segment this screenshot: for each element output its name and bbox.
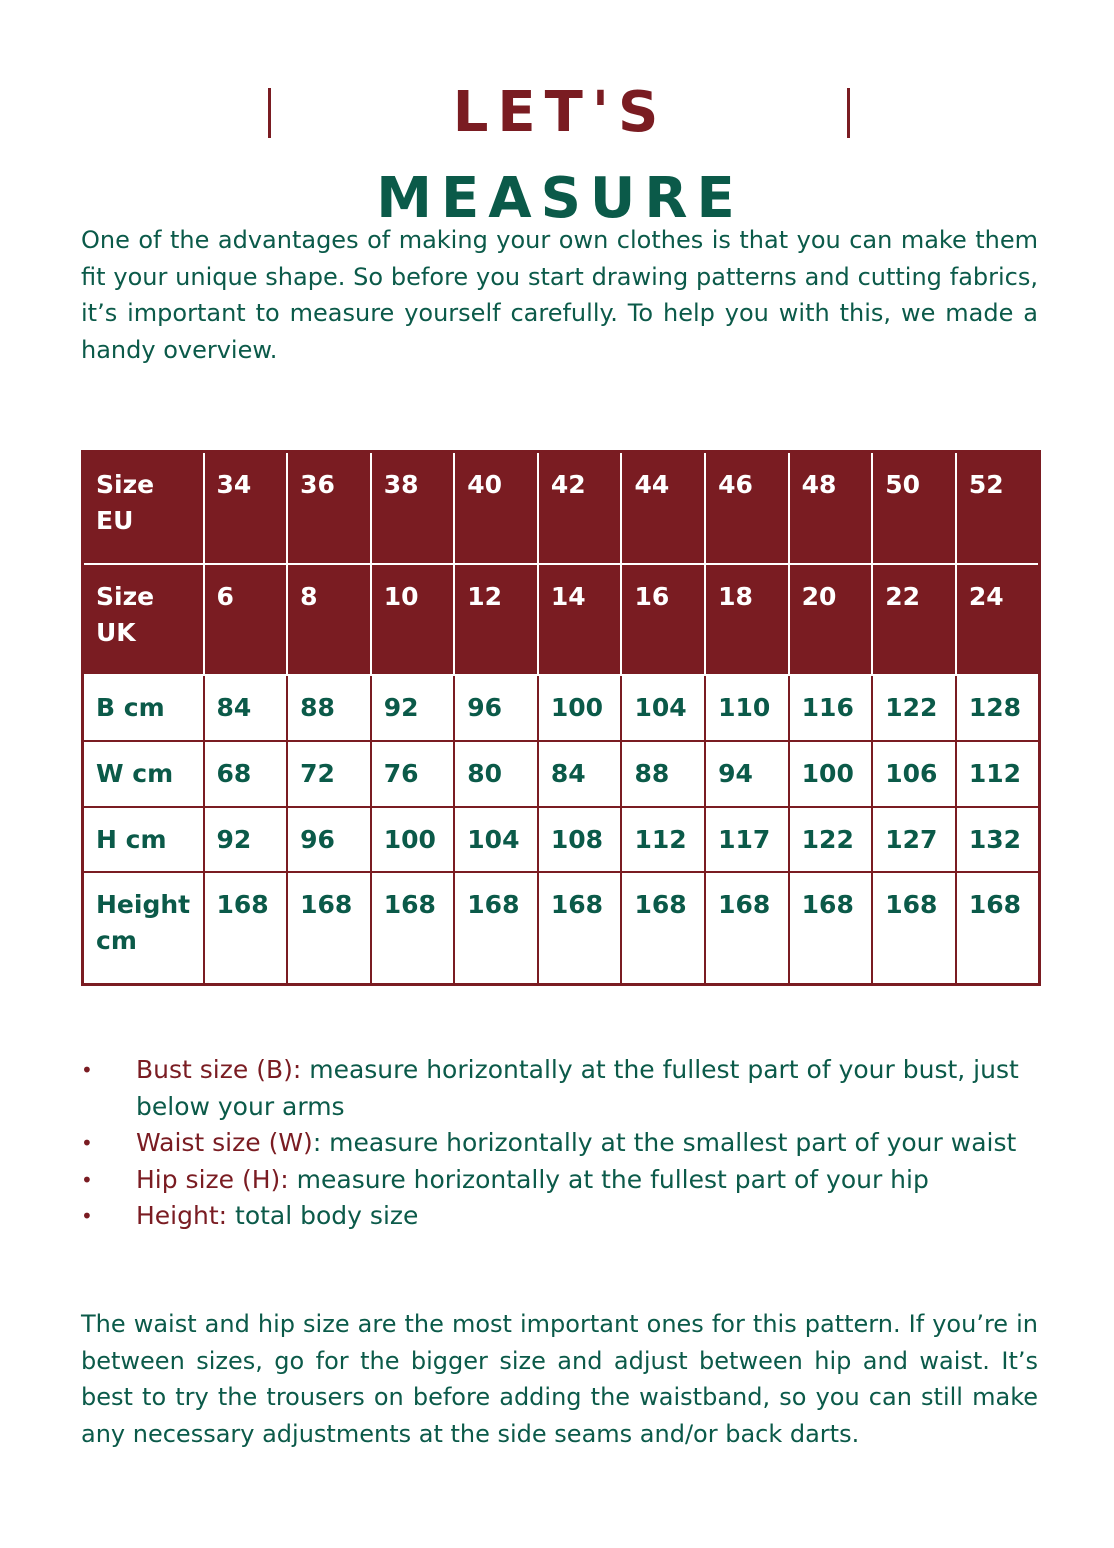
table-cell: 106 xyxy=(872,741,956,807)
table-cell: 42 xyxy=(538,452,622,564)
definition-term: Waist size (W) xyxy=(136,1128,313,1157)
table-cell: 84 xyxy=(538,741,622,807)
bullet-icon: • xyxy=(81,1204,93,1228)
table-cell: 18 xyxy=(705,564,789,675)
table-cell: 96 xyxy=(454,675,538,741)
bullet-icon: • xyxy=(81,1167,93,1192)
table-cell: 40 xyxy=(454,452,538,564)
table-cell: 112 xyxy=(956,741,1040,807)
hip-row xyxy=(83,807,1040,873)
table-cell: 108 xyxy=(538,807,622,873)
table-cell: 168 xyxy=(371,872,455,984)
table-cell: 34 xyxy=(204,452,288,564)
bullet-icon: • xyxy=(81,1058,93,1082)
definition-text: measure horizontally at the fullest part of your hip xyxy=(288,1164,929,1194)
title-part-lets: LET'S xyxy=(452,80,668,145)
table-cell: 94 xyxy=(705,741,789,807)
row-label-line1: B cm xyxy=(96,692,165,722)
table-cell: 100 xyxy=(789,741,873,807)
table-cell: 100 xyxy=(371,807,455,873)
definition-item-bust xyxy=(81,1052,1041,1125)
definition-term: Bust size (B): xyxy=(136,1055,302,1084)
table-cell: 44 xyxy=(621,452,705,564)
table-cell: 22 xyxy=(872,564,956,675)
table-cell: 96 xyxy=(287,807,371,873)
definition-item-waist xyxy=(81,1125,1041,1162)
title-divider-right xyxy=(847,88,850,138)
table-cell: 80 xyxy=(454,741,538,807)
table-cell: 12 xyxy=(454,564,538,675)
definition-item-hip xyxy=(81,1162,1041,1199)
table-cell: 110 xyxy=(705,675,789,741)
table-cell: 168 xyxy=(705,872,789,984)
row-label-line2: EU xyxy=(96,506,134,535)
table-cell: 168 xyxy=(538,872,622,984)
table-cell: 88 xyxy=(621,741,705,807)
definition-term: Hip size (H): xyxy=(136,1164,289,1194)
outro-paragraph: The waist and hip size are the most important ones for this pattern. If you’re in between sizes, go for the bigger size and adjust between hip and waist. It’s best to try the trousers on before adding the waistband, so you can still make any necessary adjustments at the side seams and/or back darts. xyxy=(81,1310,1038,1448)
row-label-line1: Size xyxy=(96,470,155,499)
definition-text: : measure horizontally at the smallest part of your waist xyxy=(312,1128,1017,1157)
table-cell: 68 xyxy=(204,741,288,807)
table-cell: 132 xyxy=(956,807,1040,873)
table-cell: 128 xyxy=(956,675,1040,741)
definition-term: Height: xyxy=(136,1201,228,1230)
table-cell: 38 xyxy=(371,452,455,564)
table-cell: 10 xyxy=(371,564,455,675)
measurement-definitions xyxy=(81,1052,1041,1235)
row-label-line2: UK xyxy=(96,617,136,647)
table-cell: 8 xyxy=(287,564,371,675)
table-cell: 36 xyxy=(287,452,371,564)
intro-paragraph: One of the advantages of making your own clothes is that you can make them fit your unique shape. So before you start drawing patterns and cutting fabrics, it’s important to measure yourself carefully. To help you with this, we made a handy overview. xyxy=(81,226,1038,364)
table-cell: 16 xyxy=(621,564,705,675)
table-cell: 168 xyxy=(204,872,288,984)
definition-text: total body size xyxy=(227,1201,419,1230)
row-label xyxy=(83,675,204,741)
title-part-measure: MEASURE xyxy=(376,166,744,231)
table-cell: 6 xyxy=(204,564,288,675)
table-cell: 14 xyxy=(538,564,622,675)
table-cell: 168 xyxy=(621,872,705,984)
title-divider-left xyxy=(268,88,271,138)
table-cell: 48 xyxy=(789,452,873,564)
size-eu-row xyxy=(83,452,1040,564)
table-cell: 168 xyxy=(454,872,538,984)
table-cell: 46 xyxy=(705,452,789,564)
bullet-icon: • xyxy=(81,1131,93,1155)
row-label xyxy=(83,872,204,984)
table-cell: 117 xyxy=(705,807,789,873)
size-uk-row xyxy=(83,564,1040,675)
waist-row xyxy=(83,741,1040,807)
height-row xyxy=(83,872,1040,984)
row-label-line1: H cm xyxy=(96,824,167,854)
bust-row xyxy=(83,675,1040,741)
row-label xyxy=(83,452,204,564)
table-cell: 168 xyxy=(956,872,1040,984)
table-cell: 168 xyxy=(872,872,956,984)
table-cell: 84 xyxy=(204,675,288,741)
table-cell: 168 xyxy=(789,872,873,984)
row-label-line1: Size xyxy=(96,581,155,611)
table-cell: 50 xyxy=(872,452,956,564)
table-cell: 52 xyxy=(956,452,1040,564)
page-title xyxy=(290,70,830,242)
table-cell: 104 xyxy=(621,675,705,741)
definition-item-height xyxy=(81,1198,1041,1235)
table-cell: 104 xyxy=(454,807,538,873)
row-label-line1: W cm xyxy=(96,758,174,788)
definition-text: measure horizontally at the fullest part of your bust, just below your arms xyxy=(136,1055,1019,1121)
table-cell: 92 xyxy=(371,675,455,741)
table-cell: 122 xyxy=(789,807,873,873)
table-cell: 122 xyxy=(872,675,956,741)
size-chart-table xyxy=(81,450,1041,986)
table-cell: 20 xyxy=(789,564,873,675)
table-cell: 100 xyxy=(538,675,622,741)
table-cell: 72 xyxy=(287,741,371,807)
table-cell: 76 xyxy=(371,741,455,807)
table-cell: 92 xyxy=(204,807,288,873)
table-cell: 168 xyxy=(287,872,371,984)
row-label-line1: Height xyxy=(96,890,191,920)
table-cell: 24 xyxy=(956,564,1040,675)
row-label-line2: cm xyxy=(96,926,137,956)
table-cell: 88 xyxy=(287,675,371,741)
page-header xyxy=(0,70,1114,231)
table-cell: 127 xyxy=(872,807,956,873)
table-cell: 112 xyxy=(621,807,705,873)
row-label xyxy=(83,564,204,675)
row-label xyxy=(83,807,204,873)
table-cell: 116 xyxy=(789,675,873,741)
row-label xyxy=(83,741,204,807)
